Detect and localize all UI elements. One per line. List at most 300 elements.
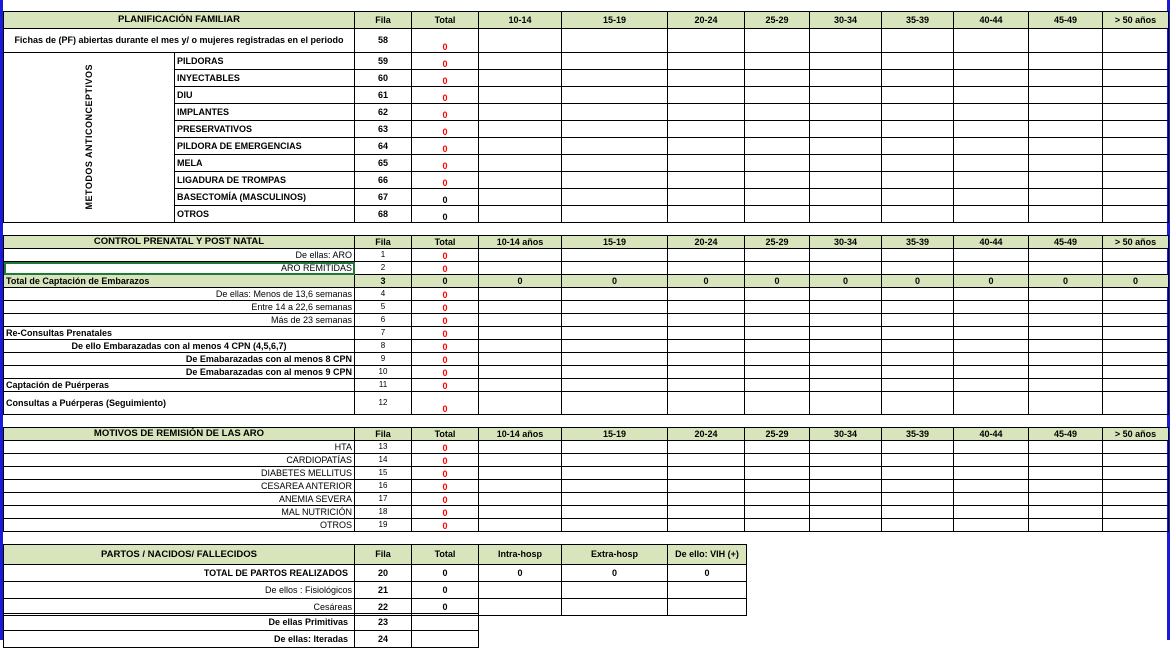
fila-cell[interactable]: 10 <box>355 366 412 379</box>
fila-cell[interactable]: 1 <box>355 249 412 262</box>
fila-cell[interactable]: 3 <box>355 275 412 288</box>
age-cell[interactable] <box>1029 327 1103 340</box>
col-header[interactable]: Total <box>412 545 479 565</box>
age-cell[interactable] <box>954 121 1029 138</box>
fila-cell[interactable]: 21 <box>355 582 412 599</box>
age-cell[interactable] <box>1103 155 1169 172</box>
age-cell[interactable] <box>810 172 882 189</box>
age-cell[interactable] <box>1029 249 1103 262</box>
age-cell[interactable] <box>1029 262 1103 275</box>
age-cell[interactable] <box>562 104 668 121</box>
age-cell[interactable] <box>954 172 1029 189</box>
fila-cell[interactable]: 64 <box>355 138 412 155</box>
total-cell[interactable]: 0 <box>412 87 479 104</box>
age-cell[interactable] <box>479 262 562 275</box>
age-cell[interactable] <box>668 314 745 327</box>
age-cell[interactable] <box>882 493 954 506</box>
total-cell[interactable]: 0 <box>412 262 479 275</box>
age-cell[interactable] <box>745 314 810 327</box>
age-cell[interactable]: 0 <box>562 275 668 288</box>
fila-cell[interactable]: 59 <box>355 53 412 70</box>
age-cell[interactable] <box>668 249 745 262</box>
total-cell[interactable]: 0 <box>412 314 479 327</box>
age-cell[interactable] <box>954 29 1029 53</box>
age-cell[interactable] <box>1103 467 1169 480</box>
total-cell[interactable]: 0 <box>412 138 479 155</box>
age-cell[interactable] <box>562 138 668 155</box>
age-cell[interactable] <box>1029 189 1103 206</box>
age-cell[interactable] <box>479 454 562 467</box>
age-cell[interactable] <box>668 206 745 223</box>
age-cell[interactable] <box>1103 249 1169 262</box>
age-cell[interactable] <box>562 353 668 366</box>
age-cell[interactable] <box>668 53 745 70</box>
age-cell[interactable] <box>882 327 954 340</box>
age-cell[interactable] <box>954 87 1029 104</box>
age-cell[interactable] <box>810 392 882 415</box>
col-header[interactable]: 15-19 <box>562 428 668 441</box>
age-cell[interactable] <box>562 467 668 480</box>
vih-cell[interactable] <box>668 582 747 599</box>
fila-cell[interactable]: 18 <box>355 506 412 519</box>
col-header[interactable]: Fila <box>355 545 412 565</box>
age-cell[interactable] <box>1103 262 1169 275</box>
col-header[interactable]: 20-24 <box>668 428 745 441</box>
age-cell[interactable] <box>745 493 810 506</box>
col-header[interactable]: 40-44 <box>954 12 1029 29</box>
age-cell[interactable] <box>1029 441 1103 454</box>
total-cell[interactable]: 0 <box>412 340 479 353</box>
col-header[interactable]: 10-14 <box>479 12 562 29</box>
age-cell[interactable] <box>668 87 745 104</box>
age-cell[interactable] <box>562 262 668 275</box>
age-cell[interactable] <box>745 441 810 454</box>
col-header[interactable]: 45-49 <box>1029 236 1103 249</box>
age-cell[interactable] <box>745 189 810 206</box>
age-cell[interactable] <box>479 206 562 223</box>
age-cell[interactable]: 0 <box>1029 275 1103 288</box>
age-cell[interactable] <box>882 392 954 415</box>
fila-cell[interactable]: 20 <box>355 565 412 582</box>
age-cell[interactable] <box>1103 314 1169 327</box>
age-cell[interactable] <box>562 87 668 104</box>
age-cell[interactable] <box>810 327 882 340</box>
fila-cell[interactable]: 12 <box>355 392 412 415</box>
age-cell[interactable] <box>810 189 882 206</box>
age-cell[interactable] <box>745 121 810 138</box>
total-cell[interactable]: 0 <box>412 288 479 301</box>
col-header[interactable]: 20-24 <box>668 12 745 29</box>
age-cell[interactable] <box>745 87 810 104</box>
age-cell[interactable] <box>882 314 954 327</box>
total-cell[interactable]: 0 <box>412 189 479 206</box>
age-cell[interactable] <box>1029 301 1103 314</box>
total-cell[interactable]: 0 <box>412 582 479 599</box>
col-header[interactable]: 10-14 años <box>479 236 562 249</box>
age-cell[interactable] <box>745 392 810 415</box>
age-cell[interactable] <box>810 493 882 506</box>
extra-cell[interactable] <box>562 582 668 599</box>
age-cell[interactable] <box>745 29 810 53</box>
age-cell[interactable] <box>810 441 882 454</box>
age-cell[interactable] <box>954 480 1029 493</box>
age-cell[interactable] <box>1029 467 1103 480</box>
fila-cell[interactable]: 5 <box>355 301 412 314</box>
fila-cell[interactable]: 61 <box>355 87 412 104</box>
age-cell[interactable] <box>882 104 954 121</box>
age-cell[interactable]: 0 <box>882 275 954 288</box>
col-header[interactable]: 35-39 <box>882 428 954 441</box>
age-cell[interactable] <box>479 138 562 155</box>
age-cell[interactable] <box>745 249 810 262</box>
col-header[interactable]: De ello: VIH (+) <box>668 545 747 565</box>
age-cell[interactable] <box>882 454 954 467</box>
age-cell[interactable] <box>1103 454 1169 467</box>
fila-cell[interactable]: 19 <box>355 519 412 532</box>
total-cell[interactable]: 0 <box>412 467 479 480</box>
total-cell[interactable]: 0 <box>412 565 479 582</box>
age-cell[interactable] <box>479 506 562 519</box>
age-cell[interactable] <box>668 493 745 506</box>
age-cell[interactable] <box>668 353 745 366</box>
total-cell[interactable]: 0 <box>412 327 479 340</box>
age-cell[interactable] <box>668 366 745 379</box>
age-cell[interactable] <box>810 70 882 87</box>
age-cell[interactable] <box>882 288 954 301</box>
age-cell[interactable] <box>954 53 1029 70</box>
col-header[interactable]: Extra-hosp <box>562 545 668 565</box>
age-cell[interactable]: 0 <box>954 275 1029 288</box>
age-cell[interactable] <box>1103 121 1169 138</box>
age-cell[interactable] <box>668 121 745 138</box>
age-cell[interactable] <box>562 519 668 532</box>
age-cell[interactable] <box>745 379 810 392</box>
age-cell[interactable] <box>745 366 810 379</box>
age-cell[interactable] <box>1029 340 1103 353</box>
age-cell[interactable] <box>954 493 1029 506</box>
age-cell[interactable] <box>479 353 562 366</box>
age-cell[interactable] <box>810 480 882 493</box>
age-cell[interactable] <box>1103 53 1169 70</box>
age-cell[interactable] <box>745 172 810 189</box>
age-cell[interactable] <box>745 467 810 480</box>
age-cell[interactable] <box>954 392 1029 415</box>
total-cell[interactable]: 0 <box>412 121 479 138</box>
age-cell[interactable] <box>954 104 1029 121</box>
total-cell[interactable]: 0 <box>412 519 479 532</box>
age-cell[interactable] <box>1103 189 1169 206</box>
col-header[interactable]: 40-44 <box>954 236 1029 249</box>
fila-cell[interactable]: 60 <box>355 70 412 87</box>
age-cell[interactable] <box>479 441 562 454</box>
age-cell[interactable] <box>1029 53 1103 70</box>
age-cell[interactable] <box>479 121 562 138</box>
age-cell[interactable] <box>1029 206 1103 223</box>
age-cell[interactable] <box>479 493 562 506</box>
age-cell[interactable] <box>954 314 1029 327</box>
col-header[interactable]: 25-29 <box>745 236 810 249</box>
age-cell[interactable] <box>1103 29 1169 53</box>
age-cell[interactable] <box>954 506 1029 519</box>
fila-cell[interactable]: 62 <box>355 104 412 121</box>
age-cell[interactable] <box>479 29 562 53</box>
age-cell[interactable] <box>882 29 954 53</box>
age-cell[interactable] <box>882 121 954 138</box>
age-cell[interactable]: 0 <box>479 275 562 288</box>
age-cell[interactable] <box>668 379 745 392</box>
row-label-selected[interactable]: ARO REMITIDAS <box>4 262 355 275</box>
age-cell[interactable] <box>1029 87 1103 104</box>
age-cell[interactable] <box>668 155 745 172</box>
age-cell[interactable] <box>954 262 1029 275</box>
age-cell[interactable] <box>479 340 562 353</box>
age-cell[interactable] <box>1103 340 1169 353</box>
col-header[interactable]: 25-29 <box>745 428 810 441</box>
age-cell[interactable] <box>954 519 1029 532</box>
age-cell[interactable] <box>562 249 668 262</box>
age-cell[interactable] <box>954 206 1029 223</box>
age-cell[interactable] <box>668 138 745 155</box>
col-header[interactable]: 35-39 <box>882 236 954 249</box>
age-cell[interactable] <box>668 506 745 519</box>
fila-cell[interactable]: 24 <box>355 631 412 648</box>
age-cell[interactable] <box>810 519 882 532</box>
col-header[interactable]: 25-29 <box>745 12 810 29</box>
total-cell[interactable]: 0 <box>412 249 479 262</box>
age-cell[interactable] <box>479 301 562 314</box>
total-cell[interactable] <box>412 631 479 648</box>
age-cell[interactable] <box>1029 379 1103 392</box>
age-cell[interactable] <box>562 392 668 415</box>
age-cell[interactable] <box>810 249 882 262</box>
col-header[interactable]: Total <box>412 12 479 29</box>
age-cell[interactable] <box>562 29 668 53</box>
age-cell[interactable] <box>668 172 745 189</box>
age-cell[interactable] <box>479 172 562 189</box>
age-cell[interactable] <box>954 155 1029 172</box>
age-cell[interactable] <box>1103 138 1169 155</box>
age-cell[interactable] <box>668 480 745 493</box>
age-cell[interactable] <box>810 121 882 138</box>
age-cell[interactable] <box>810 379 882 392</box>
age-cell[interactable] <box>562 480 668 493</box>
total-cell[interactable]: 0 <box>412 206 479 223</box>
age-cell[interactable] <box>882 506 954 519</box>
fila-cell[interactable]: 9 <box>355 353 412 366</box>
age-cell[interactable] <box>882 340 954 353</box>
age-cell[interactable] <box>810 29 882 53</box>
age-cell[interactable] <box>1029 392 1103 415</box>
age-cell[interactable] <box>954 379 1029 392</box>
col-header[interactable]: 35-39 <box>882 12 954 29</box>
age-cell[interactable] <box>954 467 1029 480</box>
col-header[interactable]: Fila <box>355 428 412 441</box>
age-cell[interactable] <box>810 138 882 155</box>
fila-cell[interactable]: 65 <box>355 155 412 172</box>
age-cell[interactable] <box>1103 172 1169 189</box>
age-cell[interactable] <box>562 301 668 314</box>
age-cell[interactable] <box>745 301 810 314</box>
age-cell[interactable] <box>1103 519 1169 532</box>
age-cell[interactable] <box>882 155 954 172</box>
fila-cell[interactable]: 2 <box>355 262 412 275</box>
total-cell[interactable]: 0 <box>412 599 479 616</box>
age-cell[interactable] <box>954 454 1029 467</box>
age-cell[interactable] <box>1029 366 1103 379</box>
age-cell[interactable] <box>562 327 668 340</box>
age-cell[interactable] <box>562 288 668 301</box>
age-cell[interactable] <box>745 480 810 493</box>
age-cell[interactable] <box>954 353 1029 366</box>
age-cell[interactable] <box>562 454 668 467</box>
age-cell[interactable] <box>882 53 954 70</box>
total-cell[interactable]: 0 <box>412 275 479 288</box>
extra-cell[interactable] <box>562 599 668 616</box>
total-cell[interactable]: 0 <box>412 172 479 189</box>
age-cell[interactable] <box>479 480 562 493</box>
total-cell[interactable]: 0 <box>412 392 479 415</box>
age-cell[interactable] <box>479 366 562 379</box>
age-cell[interactable] <box>1029 519 1103 532</box>
age-cell[interactable] <box>1103 506 1169 519</box>
age-cell[interactable] <box>882 301 954 314</box>
fila-cell[interactable]: 67 <box>355 189 412 206</box>
extra-cell[interactable]: 0 <box>562 565 668 582</box>
col-header[interactable]: > 50 años <box>1103 236 1169 249</box>
total-cell[interactable]: 0 <box>412 454 479 467</box>
age-cell[interactable]: 0 <box>810 275 882 288</box>
age-cell[interactable] <box>954 189 1029 206</box>
age-cell[interactable] <box>954 249 1029 262</box>
age-cell[interactable] <box>479 519 562 532</box>
fila-cell[interactable]: 15 <box>355 467 412 480</box>
age-cell[interactable] <box>810 53 882 70</box>
col-header[interactable]: Fila <box>355 12 412 29</box>
age-cell[interactable] <box>954 70 1029 87</box>
age-cell[interactable] <box>668 301 745 314</box>
age-cell[interactable] <box>479 392 562 415</box>
age-cell[interactable] <box>479 314 562 327</box>
age-cell[interactable] <box>1029 104 1103 121</box>
total-cell[interactable]: 0 <box>412 155 479 172</box>
age-cell[interactable] <box>745 53 810 70</box>
col-header[interactable]: > 50 años <box>1103 12 1169 29</box>
col-header[interactable]: 45-49 <box>1029 428 1103 441</box>
age-cell[interactable] <box>1029 155 1103 172</box>
age-cell[interactable] <box>882 519 954 532</box>
age-cell[interactable] <box>1103 480 1169 493</box>
age-cell[interactable] <box>562 206 668 223</box>
age-cell[interactable] <box>882 379 954 392</box>
fila-cell[interactable]: 14 <box>355 454 412 467</box>
age-cell[interactable] <box>668 70 745 87</box>
age-cell[interactable] <box>1103 379 1169 392</box>
age-cell[interactable]: 0 <box>745 275 810 288</box>
age-cell[interactable] <box>1029 29 1103 53</box>
age-cell[interactable] <box>479 87 562 104</box>
age-cell[interactable] <box>745 506 810 519</box>
age-cell[interactable] <box>668 392 745 415</box>
age-cell[interactable] <box>668 340 745 353</box>
col-header[interactable]: 20-24 <box>668 236 745 249</box>
age-cell[interactable] <box>745 454 810 467</box>
age-cell[interactable] <box>882 366 954 379</box>
age-cell[interactable] <box>745 138 810 155</box>
age-cell[interactable] <box>1103 104 1169 121</box>
age-cell[interactable] <box>882 206 954 223</box>
age-cell[interactable] <box>562 189 668 206</box>
age-cell[interactable] <box>882 189 954 206</box>
total-cell[interactable]: 0 <box>412 480 479 493</box>
total-cell[interactable]: 0 <box>412 506 479 519</box>
age-cell[interactable] <box>562 379 668 392</box>
age-cell[interactable] <box>668 104 745 121</box>
age-cell[interactable] <box>954 327 1029 340</box>
fila-cell[interactable]: 4 <box>355 288 412 301</box>
col-header[interactable]: Total <box>412 428 479 441</box>
age-cell[interactable] <box>668 327 745 340</box>
age-cell[interactable] <box>1103 206 1169 223</box>
age-cell[interactable] <box>810 87 882 104</box>
age-cell[interactable] <box>1103 70 1169 87</box>
total-cell[interactable]: 0 <box>412 441 479 454</box>
age-cell[interactable] <box>882 249 954 262</box>
age-cell[interactable] <box>1103 441 1169 454</box>
age-cell[interactable] <box>954 441 1029 454</box>
age-cell[interactable] <box>1103 87 1169 104</box>
age-cell[interactable] <box>882 262 954 275</box>
age-cell[interactable] <box>810 353 882 366</box>
col-header[interactable]: 10-14 años <box>479 428 562 441</box>
age-cell[interactable] <box>745 104 810 121</box>
age-cell[interactable] <box>882 441 954 454</box>
age-cell[interactable]: 0 <box>668 275 745 288</box>
col-header[interactable]: 15-19 <box>562 236 668 249</box>
age-cell[interactable] <box>668 262 745 275</box>
fila-cell[interactable]: 8 <box>355 340 412 353</box>
age-cell[interactable] <box>668 519 745 532</box>
total-cell[interactable]: 0 <box>412 493 479 506</box>
age-cell[interactable] <box>954 288 1029 301</box>
age-cell[interactable] <box>1029 288 1103 301</box>
total-cell[interactable]: 0 <box>412 366 479 379</box>
fila-cell[interactable]: 63 <box>355 121 412 138</box>
total-cell[interactable]: 0 <box>412 301 479 314</box>
age-cell[interactable] <box>1029 121 1103 138</box>
fila-cell[interactable]: 6 <box>355 314 412 327</box>
age-cell[interactable] <box>562 53 668 70</box>
age-cell[interactable] <box>882 467 954 480</box>
age-cell[interactable] <box>479 104 562 121</box>
col-header[interactable]: 40-44 <box>954 428 1029 441</box>
age-cell[interactable] <box>479 249 562 262</box>
age-cell[interactable] <box>562 172 668 189</box>
age-cell[interactable] <box>1103 288 1169 301</box>
age-cell[interactable] <box>562 441 668 454</box>
age-cell[interactable] <box>562 70 668 87</box>
col-header[interactable]: Intra-hosp <box>479 545 562 565</box>
col-header[interactable]: > 50 años <box>1103 428 1169 441</box>
fila-cell[interactable]: 7 <box>355 327 412 340</box>
age-cell[interactable] <box>1103 353 1169 366</box>
age-cell[interactable] <box>668 467 745 480</box>
age-cell[interactable] <box>562 314 668 327</box>
age-cell[interactable] <box>668 288 745 301</box>
age-cell[interactable] <box>745 353 810 366</box>
age-cell[interactable] <box>479 53 562 70</box>
age-cell[interactable] <box>479 189 562 206</box>
age-cell[interactable] <box>954 340 1029 353</box>
